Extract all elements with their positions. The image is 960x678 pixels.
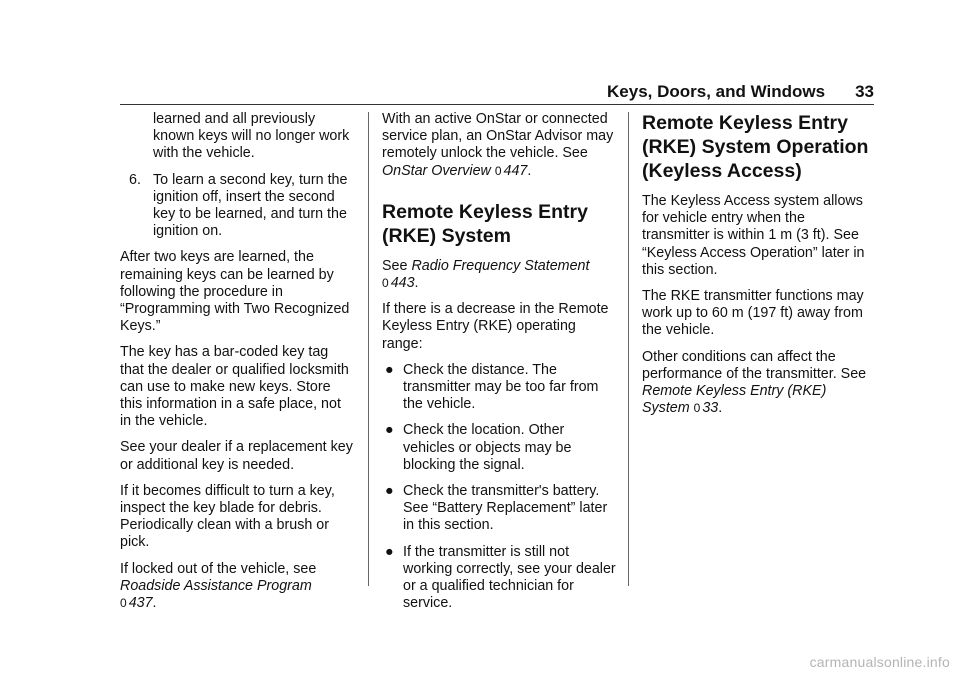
bullet-item — [382, 544, 618, 613]
paragraph-locked-out — [120, 561, 356, 613]
cross-reference-link[interactable]: Roadside Assistance Program — [120, 577, 312, 594]
step-number: 6. — [129, 171, 141, 188]
bullet-text: If the transmitter is still not working correctly, see your dealer or a qualified technician for service. — [403, 543, 616, 612]
step-text: To learn a second key, turn the ignition off, insert the second key to be learned, and turn the ignition on. — [153, 171, 348, 240]
bullet-text: Check the location. Other vehicles or objects may be blocking the signal. — [403, 422, 572, 473]
reference-arrow-icon: 0 — [494, 163, 502, 178]
bullet-icon: ● — [385, 483, 394, 500]
section-heading-rke: Remote Keyless Entry (RKE) System — [382, 200, 588, 247]
page-number: 33 — [855, 82, 874, 101]
text-end: . — [718, 400, 723, 417]
page-header — [0, 82, 874, 102]
header-rule — [120, 104, 874, 105]
bullet-item — [382, 483, 618, 535]
bullet-icon: ● — [385, 422, 394, 439]
reference-arrow-icon: 0 — [693, 401, 701, 416]
paragraph-range: The RKE transmitter functions may work up to 60 m (197 ft) away from the vehicle. — [642, 288, 864, 339]
text-lead: If locked out of the vehicle, see — [120, 560, 317, 577]
cross-reference-link[interactable]: Radio Frequency Statement — [411, 257, 590, 274]
paragraph-key-tag: The key has a bar-coded key tag that the dealer or qualified locksmith can use to make new keys. Store this information in a safe place, not in the vehicle. — [120, 344, 349, 430]
bullet-text: Check the transmitter's battery. See “Battery Replacement” later in this section. — [403, 483, 608, 534]
bullet-text: Check the distance. The transmitter may be too far from the vehicle. — [403, 361, 599, 413]
column-divider-2 — [628, 112, 629, 586]
text-lead: See — [382, 257, 408, 274]
reference-page[interactable]: 443 — [390, 275, 415, 292]
text-end: . — [414, 275, 419, 292]
cross-reference-link[interactable]: OnStar Overview — [382, 162, 491, 179]
text-end: . — [527, 162, 532, 179]
cross-reference-link[interactable]: Remote Keyless Entry (RKE) System — [642, 383, 827, 417]
column-3 — [642, 111, 876, 426]
paragraph-two-keys: After two keys are learned, the remaining keys can be learned by following the procedure in “Programming with Two Recognized Keys.” — [120, 249, 350, 335]
step-6 — [120, 172, 356, 241]
bullet-icon: ● — [385, 543, 394, 560]
paragraph-difficult-key: If it becomes difficult to turn a key, inspect the key blade for debris. Periodically clean with a brush or pick. — [120, 482, 335, 551]
reference-arrow-icon: 0 — [120, 596, 127, 611]
reference-page[interactable]: 437 — [128, 595, 153, 612]
text-end: . — [152, 595, 157, 612]
section-title: Keys, Doors, and Windows — [607, 82, 826, 101]
text-lead: With an active OnStar or connected service plan, an OnStar Advisor may remotely unlock the vehicle. See — [382, 111, 614, 162]
column-divider-1 — [368, 112, 369, 586]
watermark: carmanualsonline.info — [809, 654, 950, 670]
reference-page[interactable]: 447 — [503, 162, 528, 179]
text-lead: Other conditions can affect the performance of the transmitter. See — [642, 348, 867, 382]
bullet-item — [382, 422, 618, 474]
paragraph-range-decrease: If there is a decrease in the Remote Keyless Entry (RKE) operating range: — [382, 301, 609, 352]
bullet-icon: ● — [385, 361, 394, 378]
paragraph-keyless-access: The Keyless Access system allows for vehicle entry when the transmitter is within 1 m (3 ft). See “Keyless Access Operation” later in this section. — [642, 193, 865, 278]
column-1 — [120, 111, 356, 621]
paragraph-replacement: See your dealer if a replacement key or additional key is needed. — [120, 439, 353, 473]
reference-page[interactable]: 33 — [702, 400, 719, 417]
step-continuation: learned and all previously known keys will no longer work with the vehicle. — [153, 111, 350, 162]
column-2 — [382, 111, 618, 621]
bullet-item — [382, 362, 618, 414]
section-heading-keyless-access: Remote Keyless Entry (RKE) System Operation (Keyless Access) — [642, 112, 869, 182]
paragraph-conditions — [642, 349, 876, 418]
paragraph-onstar — [382, 111, 618, 180]
reference-arrow-icon: 0 — [382, 276, 389, 291]
paragraph-see-radio — [382, 258, 618, 292]
